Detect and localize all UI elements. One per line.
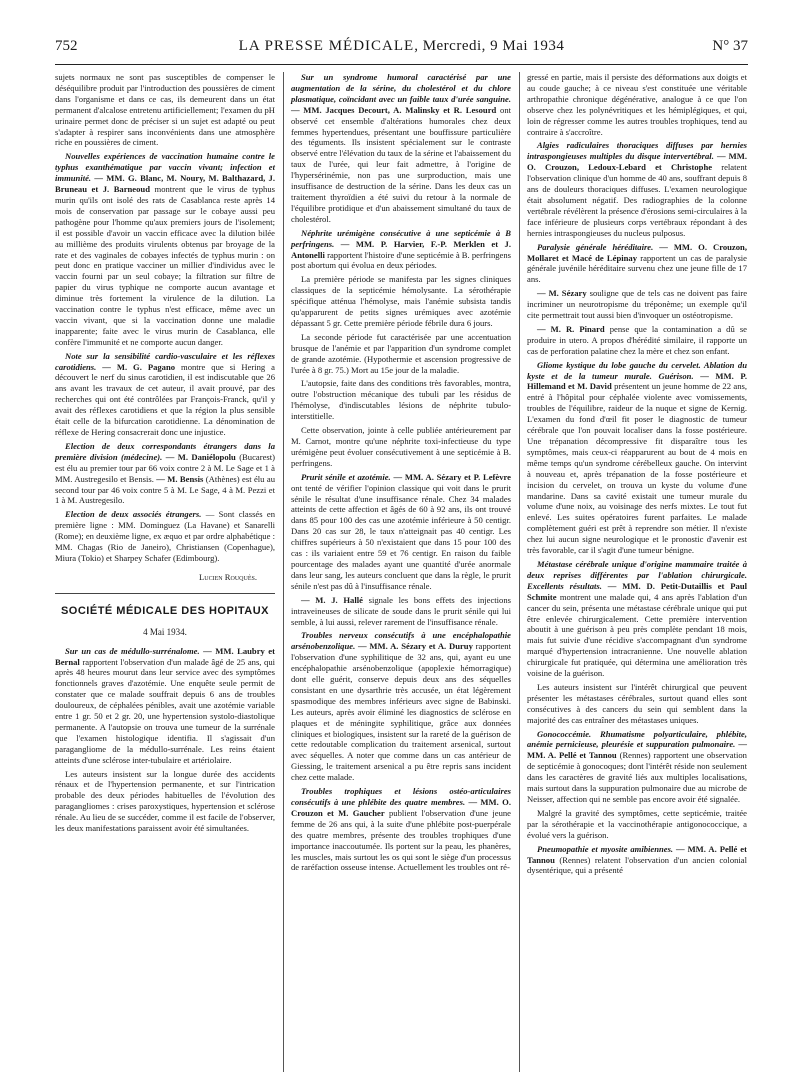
header-rule xyxy=(55,64,748,65)
abstract-carotid xyxy=(55,351,275,438)
abstract-medullo xyxy=(55,646,275,766)
abstract-election-correspondants xyxy=(55,441,275,506)
abstract-vaccination xyxy=(55,151,275,347)
session-date: 4 Mai 1934. xyxy=(143,626,187,637)
abstract-body: publient l'observation d'une jeune femme de 26 ans qui, à la suite d'une phlébite post-puerpérale des quatre membres, présente des troubles trophiques d'une importance inaccoutumée. Ils portent sur la peau, les phanères, les muscles, mais surtout les os qui sont le siège d'un processus de raréfaction osseuse intense. Actuellement les troubles ont ré- xyxy=(291,807,511,873)
abstract-body: (Bucarest) est élu au premier tour par 66 voix contre 2 à M. Le Sage et 1 à MM. Austregesilo et Bensis. xyxy=(55,451,275,484)
abstract-body: (Rennes) rapportent une observation de septicémie à gonocoques; dont l'intérêt réside non seulement dans les caractères de gravité liés aux multiples localisations, mais surtout dans la suppuration pulmonaire due au microbe de Neisser, affection qui ne semble pas encore avoir été signalée. xyxy=(527,750,747,804)
abstract-title: Sur un cas de médullo-surrénalome. xyxy=(65,645,200,656)
abstract-title: Algies radiculaires thoraciques diffuses par hernies intraspongieuses multiples du disque intervertébral. xyxy=(527,140,747,162)
abstract-title: Métastase cérébrale unique d'origine mammaire traitée à deux reprises différentes par l'ablation chirurgicale. Excellents résultats. xyxy=(527,558,747,591)
discussion-body: signale les bons effets des injections intraveineuses de silicate de soude dans le prurit sénile qui lui semble, à lui aussi, relever rarement de l'insuffisance rénale. xyxy=(291,594,511,627)
abstract-authors: — M. Daniélopolu xyxy=(165,451,236,462)
abstract-authors: — MM. D. Petit-Dutaillis et Paul Schmite xyxy=(527,580,747,602)
abstract-body: ont observé cet ensemble d'altérations humorales chez deux femmes hypertendues, présentant une bouffissure particulière des téguments. Ils insistent spécialement sur le contraste observé entre l'élévation du taux de la sérine et l'abaissement du taux de l'urée, qui leur fait admettre, à l'origine de l'hypersérinémie, non pas une surproduction, mais une insuffisance de destruction de la sérine. Dans les deux cas un traitement thyroïdien a été suivi du retour à la normale de l'équilibre protidique et d'un abaissement simultané du taux de cholestérol. xyxy=(291,104,511,224)
abstract-metastase xyxy=(527,559,747,679)
abstract-body: rapportent l'observation d'une syphilitique de 32 ans, qui, ayant eu une encéphalopathie arsénobenzolique (apoplexie hémorragique) dont elle guérit, conserve depuis deux ans des séquelles consistant en une dysarthrie très accusée, un état légèrement spasmodique des membres inférieurs avec signe de Babinski. Les auteurs, après avoir éliminé les diagnostics de sclérose en plaques et de méningite syphilitique, grâce aux données cliniques et biologiques, insistent sur la rareté de la guérison de cette redoutable complication du traitement arsenical, surtout avec séquelles. A noter que comme dans un cas antérieur de Giessing, le traitement arsenical a pu être repris sans incident chez cette malade. xyxy=(291,641,511,783)
section-divider xyxy=(55,593,275,594)
page-number: 752 xyxy=(55,38,78,54)
abstract-pneumopathie xyxy=(527,844,747,877)
abstract-title: Troubles nerveux consécutifs à une encéphalopathie arsénobenzolique. xyxy=(291,630,511,652)
abstract-authors: — MM. P. Harvier, F.-P. Merklen et J. Antonelli xyxy=(291,238,512,260)
discussion xyxy=(527,288,747,321)
column-divider xyxy=(283,72,284,1072)
abstract-body: rapportent l'histoire d'une septicémie à B. perfringens post abortum qui évolua en deux périodes. xyxy=(291,249,512,271)
paragraph: L'autopsie, faite dans des conditions très favorables, montra, outre l'obstruction mécanique des tubuli par les résidus de l'hémolyse, d'indiscutables lésions de néphrite tubulo-interstitielle. xyxy=(291,378,511,422)
abstract-authors: — MM. O. Crouzon et M. Gaucher xyxy=(291,797,511,818)
column-divider xyxy=(519,72,520,1072)
paragraph: Les auteurs insistent sur la longue durée des accidents rénaux et de l'hypertension permanente, et sur l'intrication probable des deux périodes habituelles de l'évolution des paragangliomes : crises paroxystiques, hypertension et sclérose rénale. Au lieu de se succéder, comme il est facile de l'observer, les deux manifestations paraissent avoir été simultanées. xyxy=(55,768,275,834)
abstract-authors: — M. G. Pagano xyxy=(102,361,176,372)
signature: Lucien Rouquès. xyxy=(199,571,257,582)
abstract-body: rapportent un cas de paralysie générale juvénile héréditaire survenu chez une jeune fille de 17 ans. xyxy=(527,252,747,285)
issue-date: Mercredi, 9 Mai 1934 xyxy=(422,38,565,54)
abstract-body: rapportent l'observation d'un malade âgé de 25 ans, qui après 48 heures mourut dans leur service avec des symptômes fonctionnels graves d'azotémie. Une enquête seule permit de constater que ce malade souffrait depuis 6 ans de troubles douloureux, de céphalées pénibles, avait une azotémie variable entre 1 gr. 50 et 2 gr. 20, une hypertension systolo-diastolique permanente. A l'autopsie on trouva une tumeur de la surrénale que l'examen histologique identifia. Il s'agissait d'un paragangliome de la médullo-surrénale. Les reins étaient atteints d'une sclérose inter-tubulaire et artériolaire. xyxy=(55,656,276,765)
abstract-nephrite xyxy=(291,228,511,272)
abstract-authors: — MM. Laubry et Bernal xyxy=(55,645,275,667)
abstract-authors: — MM. Jacques Decourt, A. Malinsky et R. Lesourd xyxy=(291,104,497,115)
abstract-title: Paralysie générale héréditaire. xyxy=(537,241,654,252)
paragraph: Malgré la gravité des symptômes, cette septicémie, traitée par la sérothérapie et la vaccinothérapie antigonococcique, a évolué vers la guérison. xyxy=(527,807,747,840)
issue-number: N° 37 xyxy=(712,38,748,54)
abstract-body: ont tenté de vérifier l'opinion classique qui voit dans le prurit sénile le résultat d'une insuffisance rénale. Chez 34 malades atteints de cette affection et âgés de 60 à 92 ans, ils ont trouvé dans 85 pour 100 des cas une azotémie inférieure à 50 centigr. Dans 20 cas sur 28, le taux n'atteignait pas 40 centigr. Les chiffres supérieurs à 50 n'existaient que dans 15 pour 100 des cas : ils variaient entre 59 et 76 centigr. En raison du faible pourcentage des malades ayant une quantité d'urée anormale dans leur sang, les auteurs concluent que dans la règle, le prurit sénile n'est pas dû à l'insuffisance rénale. xyxy=(291,482,511,591)
abstract-title: Gonococcémie. Rhumatisme polyarticulaire, phlébite, anémie pernicieuse, pleurésie et suppuration pulmonaire. xyxy=(527,728,747,750)
society-heading: SOCIÉTÉ MÉDICALE DES HOPITAUX xyxy=(60,604,270,617)
abstract-authors: — M. Bensis xyxy=(156,473,204,484)
abstract-title: Note sur la sensibilité cardio-vasculaire et les réflexes carotidiens. xyxy=(55,350,275,372)
abstract-authors: — MM. G. Blanc, M. Noury, M. Balthazard, J. Bruneau et J. Barneoud xyxy=(55,173,275,195)
discussant: — M. Sézary xyxy=(537,288,587,299)
abstract-gonococcemie xyxy=(527,729,747,805)
paragraph: Cette observation, jointe à celle publiée antérieurement par M. Carnot, montre qu'une néphrite toxi-infectieuse du type urémigène peut évoluer consécutivement à une septicémie à B. perfringens. xyxy=(291,425,511,468)
abstract-title: Nouvelles expériences de vaccination humaine contre le typhus exanthématique par vaccin vivant; infection et immunité. xyxy=(55,151,275,184)
abstract-troubles-trophiques xyxy=(291,786,511,873)
abstract-prurit xyxy=(291,472,511,592)
abstract-authors: — MM. A. Sézary et A. Duruy xyxy=(358,641,473,652)
page-header xyxy=(55,38,748,64)
column-2 xyxy=(291,72,511,876)
discussant: — M. R. Pinard xyxy=(537,323,605,334)
journal-name: LA PRESSE MÉDICALE xyxy=(238,38,415,54)
abstract-body: (Athènes) est élu au second tour par 46 voix contre 5 à M. Le Sage, 4 à M. Pezzi et 1 à M. Austregesilo. xyxy=(55,473,275,506)
abstract-authors: — MM. A. Pellé et Tannou xyxy=(527,739,747,761)
running-title: LA PRESSE MÉDICALE, Mercredi, 9 Mai 1934 xyxy=(238,38,565,54)
abstract-election-associes xyxy=(55,509,275,564)
abstract-title: Sur un syndrome humoral caractérisé par une augmentation de la sérine, du cholestérol et du chlore plasmatique, coïncidant avec un faible taux d'urée sanguine. xyxy=(291,72,511,104)
discussion-body: pense que la contamination a dû se produire in utero. A propos d'hérédité similaire, il rapporte un cas de perforation palatine chez la mère et chez son enfant. xyxy=(527,323,747,356)
abstract-authors: — MM. P. Hillemand et M. David xyxy=(527,370,747,392)
abstract-gliome xyxy=(527,360,747,556)
abstract-authors: — MM. A. Pellé et Tannou xyxy=(527,843,747,865)
abstract-paralysie xyxy=(527,242,747,286)
column-1 xyxy=(55,72,275,837)
abstract-title: Gliome kystique du lobe gauche du cervelet. Ablation du kyste et de la tumeur murale. Guérison. xyxy=(527,359,747,381)
abstract-body: — Sont classés en première ligne : MM. Dominguez (La Havane) et Sanarelli (Rome); en deuxième ligne, ex æquo et par ordre alphabétique : MM. Chagas (Rio de Janeiro), Christiansen (Copenhague), Miura (Tokio) et Sharpey Schafer (Edimbourg). xyxy=(55,509,275,563)
paragraph: La première période se manifesta par les signes cliniques classiques de la septicémie hémolysante. La sérothérapie spécifique atténua l'hémolyse, mais l'anémie subsista tandis qu'apparurent de petits signes urémiques avec azotémie dépassant 5 gr. Cette première période fébrile dura 6 jours. xyxy=(291,274,511,328)
discussion xyxy=(291,595,511,628)
abstract-body: montre que si Hering a découvert le nerf du sinus carotidien, il est indiscutable que 26 ans avant les travaux de cet auteur, il avait prouvé, par des recherches qui ont été contrôlées par François-Franck, qu'il y avait des réflexes carotidiens et que la région la plus sensible était celle de la bifurcation carotidienne. La dénomination de réflexe de Hering consacrerait donc une injustice. xyxy=(55,361,275,437)
abstract-title: Troubles trophiques et lésions ostéo-articulaires consécutifs à une phlébite des quatre membres. xyxy=(291,786,511,807)
paragraph: La seconde période fut caractérisée par une accentuation brusque de l'anémie et par l'apparition d'un syndrome complet de grande azotémie. (Hypothermie et ascension progressive de l'urée à 8 gr. 75.) Mort au 15e jour de la maladie. xyxy=(291,331,511,375)
paragraph: gressé en partie, mais il persiste des déformations aux doigts et au coude gauche; à ce niveau s'est constituée une véritable arthropathie chronique dégénérative, analogue à ce que l'on observe chez les polynévritiques et les hémiplégiques, et qui, loin de régresser comme les autres troubles trophiques, tend au contraire à s'accroître. xyxy=(527,72,747,137)
abstract-body: montrent que le virus de typhus murin qu'ils ont isolé des rats de Casablanca reste après 14 mois de conservation par passage sur le cobaye aussi peu pathogène pour l'homme qu'aux premiers jours de l'isolement; il est possible d'avoir un vaccin efficace avec la dilution bilée au millième des produits virulents obtenus par broyage de la rate et des vaginales de cobayes infectés de typhus murin : on peut donc en pratique vacciner un millier d'individus avec le vaccin fourni par un seul cobaye; la filtration sur filtre de papier du virus typhique ne comporte aucun avantage et diminue très fortement la virulence de la dilution. La vaccination contre le typhus n'est efficace, même avec un vaccin vivant, que si la vaccination donne une maladie inapparente; faite avec le virus murin de Casablanca, elle confère l'immunité et ne comporte aucun danger. xyxy=(55,184,275,347)
discussant: — M. J. Hallé xyxy=(301,594,363,605)
article-columns xyxy=(55,72,748,1072)
abstract-title: Election de deux correspondants étrangers dans la première division (médecine). xyxy=(55,440,275,462)
abstract-syndrome-humoral xyxy=(291,72,511,225)
abstract-authors: — MM. A. Sézary et P. Lefèvre xyxy=(393,471,511,482)
abstract-title: Pneumopathie et myosite amibiennes. xyxy=(537,843,674,854)
abstract-body: montrent une malade qui, 4 ans après l'ablation d'un cancer du sein, présenta une métastase cérébrale unique qui put être enlevée chirurgicalement. Cette première intervention aboutit à une guérison à peu près complète pendant 18 mois, mais fut suivie d'une récidive s'accompagnant d'un syndrome marqué d'hypertension intracranienne. Une nouvelle ablation chirurgicale fut pratiquée, qui détermina une amélioration très voisine de la guérison. xyxy=(527,591,747,679)
abstract-title: Prurit sénile et azotémie. xyxy=(301,471,391,482)
abstract-body: relatent l'observation clinique d'un homme de 40 ans, souffrant depuis 8 ans de douleurs thoraciques diffuses. L'examen neurologique était absolument négatif. Des radiographies de la colonne vertébrale révélèrent la présence d'érosions semi-circulaires à la face inférieure de plusieurs corps vertébraux répondant à des hernies intraspongieuses du nucleus pulposus. xyxy=(527,162,747,238)
column-3 xyxy=(527,72,747,879)
paragraph: Les auteurs insistent sur l'intérêt chirurgical que peuvent présenter les métastases cérébrales, surtout quand elles sont consécutives à des cancers du sein qui semblent dans la majorité des cas entraîner des métastases uniques. xyxy=(527,681,747,725)
discussion-body: souligne que de tels cas ne doivent pas faire incriminer un neurotropisme du tréponème; un exemple qu'il cite permettrait tout aussi bien d'invoquer un ostéotropisme. xyxy=(527,288,748,321)
abstract-authors: — MM. O. Crouzon, Mollaret et Macé de Lépinay xyxy=(527,241,747,263)
abstract-body: présentent un jeune homme de 22 ans, entré à l'hôpital pour céphalée violente avec vomissements, troubles de l'équilibre, raideur de la nuque et signe de Kernig. L'examen du fond d'œil fit poser le diagnostic de tumeur cérébrale que l'on pouvait localiser dans la fosse postérieure. Une trépanation décompressive fit disparaître tous les symptômes, mais ceux-ci réapparurent au bout de 4 mois en même temps qu'un syndrome cérébelleux gauche. On intervint à nouveau et, après trépanation de la fosse postérieure et incision du cervelet, on trouva un kyste du volume d'une mandarine. Dans sa cavité existait une tumeur murale du volume d'une noix, au voisinage des nerfs mixtes. Le tout fut enlevé. Les suites opératoires furent parfaites. Le malade complètement guéri est prêt à reprendre son métier. Il n'existe chez lui aucun signe neurologique et le pronostic d'avenir est très favorable, car il s'agit d'une tumeur bénigne. xyxy=(527,381,747,556)
abstract-title: Néphrite urémigène consécutive à une septicémie à B perfringens. xyxy=(291,227,511,249)
abstract-body: (Rennes) relatent l'observation d'un ancien colonial dysentérique, qui a présenté xyxy=(527,854,747,876)
discussion xyxy=(527,324,747,357)
paragraph: sujets normaux ne sont pas susceptibles de compenser le déséquilibre produit par l'introduction des poussières de ciment dans l'organisme et dans ce cas, ils demeurent dans un état permanent d'alcalose entretenu artificiellement; l'examen du pH urinaire permet donc de préciser si un sujet est adapté ou peut s'adapter à respirer sans inconvénients dans une atmosphère riche en poussières de ciment. xyxy=(55,72,275,148)
abstract-algies xyxy=(527,140,747,238)
abstract-authors: — MM. O. Crouzon, Ledoux-Lebard et Christophe xyxy=(527,151,747,173)
abstract-encephalopathie xyxy=(291,630,511,783)
abstract-title: Election de deux associés étrangers. xyxy=(65,509,202,520)
